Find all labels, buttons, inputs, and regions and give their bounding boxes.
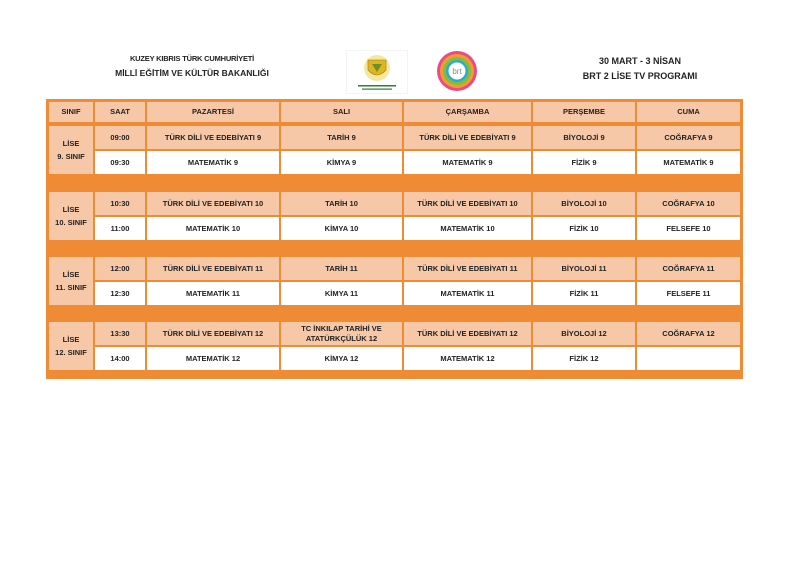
lesson-cell: TARİH 11 — [281, 257, 402, 280]
lesson-cell: KİMYA 9 — [281, 151, 402, 174]
lesson-cell: BİYOLOJİ 11 — [533, 257, 635, 280]
time-cell: 11:00 — [95, 217, 145, 240]
class-level: LİSE — [62, 269, 80, 279]
time-cell: 09:30 — [95, 151, 145, 174]
column-header: SINIF — [49, 102, 93, 122]
lesson-cell: MATEMATİK 12 — [404, 347, 531, 370]
lesson-cell: TÜRK DİLİ VE EDEBİYATI 9 — [404, 126, 531, 149]
ministry-emblem-logo — [346, 50, 408, 94]
lesson-cell: MATEMATİK 9 — [637, 151, 740, 174]
time-cell: 14:00 — [95, 347, 145, 370]
lesson-cell: BİYOLOJİ 10 — [533, 192, 635, 215]
class-grade: 10. SINIF — [55, 217, 87, 227]
lesson-cell — [637, 347, 740, 370]
lesson-cell: TÜRK DİLİ VE EDEBİYATI 12 — [404, 322, 531, 345]
lesson-cell: TARİH 10 — [281, 192, 402, 215]
program-title: BRT 2 LİSE TV PROGRAMI — [582, 71, 698, 81]
time-cell: 12:00 — [95, 257, 145, 280]
column-header: CUMA — [637, 102, 740, 122]
program-header — [560, 54, 720, 84]
time-cell: 09:00 — [95, 126, 145, 149]
lesson-cell: MATEMATİK 10 — [404, 217, 531, 240]
country-name: KUZEY KIBRIS TÜRK CUMHURİYETİ — [129, 54, 255, 63]
lesson-cell: BİYOLOJİ 9 — [533, 126, 635, 149]
lesson-cell: KİMYA 11 — [281, 282, 402, 305]
lesson-cell: TÜRK DİLİ VE EDEBİYATI 10 — [404, 192, 531, 215]
ministry-header — [92, 54, 292, 78]
brt-logo — [426, 48, 488, 96]
lesson-cell: MATEMATİK 9 — [404, 151, 531, 174]
lesson-cell: COĞRAFYA 11 — [637, 257, 740, 280]
ministry-name: MİLLİ EĞİTİM VE KÜLTÜR BAKANLIĞI — [115, 68, 269, 78]
class-group-label — [49, 257, 93, 305]
lesson-cell: FİZİK 12 — [533, 347, 635, 370]
time-cell: 10:30 — [95, 192, 145, 215]
class-grade: 11. SINIF — [55, 282, 87, 292]
lesson-cell: COĞRAFYA 9 — [637, 126, 740, 149]
lesson-cell: MATEMATİK 11 — [147, 282, 279, 305]
column-header: PAZARTESİ — [147, 102, 279, 122]
lesson-cell: COĞRAFYA 12 — [637, 322, 740, 345]
lesson-cell: TARİH 9 — [281, 126, 402, 149]
lesson-cell: FİZİK 11 — [533, 282, 635, 305]
date-range: 30 MART - 3 NİSAN — [598, 56, 681, 66]
lesson-cell: MATEMATİK 10 — [147, 217, 279, 240]
class-grade: 9. SINIF — [57, 151, 85, 161]
lesson-cell: KİMYA 10 — [281, 217, 402, 240]
lesson-cell: FELSEFE 10 — [637, 217, 740, 240]
time-cell: 13:30 — [95, 322, 145, 345]
class-level: LİSE — [62, 334, 80, 344]
schedule-table — [46, 99, 743, 379]
brt-logo-text: brt — [452, 67, 462, 76]
class-group-label — [49, 126, 93, 174]
lesson-cell: TÜRK DİLİ VE EDEBİYATI 11 — [404, 257, 531, 280]
lesson-cell: TÜRK DİLİ VE EDEBİYATI 9 — [147, 126, 279, 149]
column-header: SALI — [281, 102, 402, 122]
column-header: PERŞEMBE — [533, 102, 635, 122]
lesson-cell: MATEMATİK 11 — [404, 282, 531, 305]
class-level: LİSE — [62, 138, 80, 148]
lesson-cell: MATEMATİK 12 — [147, 347, 279, 370]
lesson-cell: TÜRK DİLİ VE EDEBİYATI 11 — [147, 257, 279, 280]
class-level: LİSE — [62, 204, 80, 214]
lesson-cell: FİZİK 10 — [533, 217, 635, 240]
lesson-cell: TÜRK DİLİ VE EDEBİYATI 12 — [147, 322, 279, 345]
class-group-label — [49, 192, 93, 240]
column-header: ÇARŞAMBA — [404, 102, 531, 122]
lesson-cell: MATEMATİK 9 — [147, 151, 279, 174]
lesson-cell: FİZİK 9 — [533, 151, 635, 174]
lesson-cell: KİMYA 12 — [281, 347, 402, 370]
lesson-cell: FELSEFE 11 — [637, 282, 740, 305]
lesson-cell: COĞRAFYA 10 — [637, 192, 740, 215]
lesson-cell: BİYOLOJİ 12 — [533, 322, 635, 345]
lesson-cell: TC İNKILAP TARİHİ VE ATATÜRKÇÜLÜK 12 — [281, 322, 402, 345]
lesson-cell: TÜRK DİLİ VE EDEBİYATI 10 — [147, 192, 279, 215]
class-group-label — [49, 322, 93, 370]
time-cell: 12:30 — [95, 282, 145, 305]
column-header: SAAT — [95, 102, 145, 122]
class-grade: 12. SINIF — [55, 347, 87, 357]
